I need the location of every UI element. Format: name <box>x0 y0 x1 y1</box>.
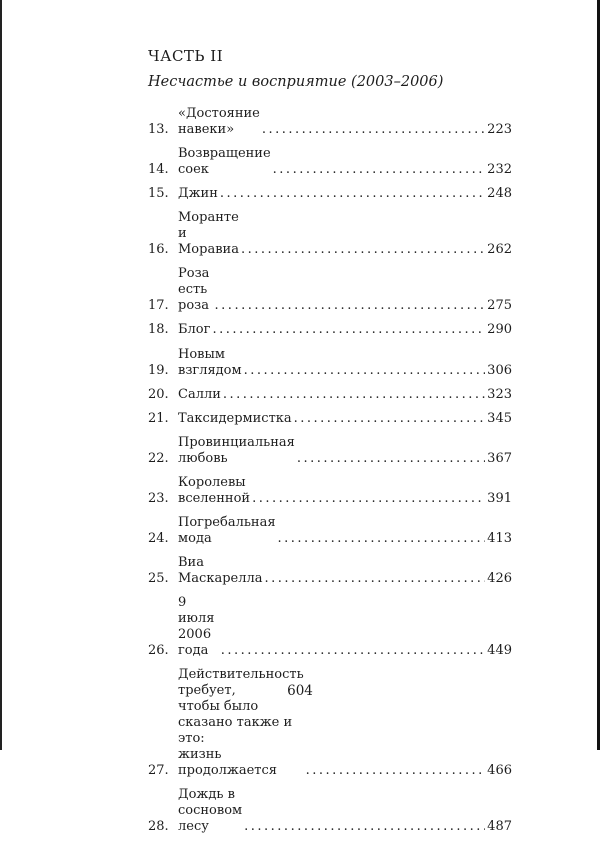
toc-entry-title: Новым взглядом <box>178 346 242 378</box>
toc-dot-leader <box>294 411 486 427</box>
toc-entry-number: 21. <box>148 410 169 426</box>
toc-entry-body <box>178 411 512 427</box>
toc-entry-page: 391 <box>487 490 512 506</box>
toc-entry-page: 290 <box>487 322 512 338</box>
toc-entry-body <box>178 186 512 202</box>
toc-entry-number: 24. <box>148 531 169 547</box>
toc-dot-leader <box>221 643 485 659</box>
toc-entry-page: 248 <box>487 186 512 202</box>
toc-entry-body <box>178 555 512 587</box>
toc-entry-number: 22. <box>148 450 169 466</box>
toc-dot-leader <box>273 162 486 178</box>
toc-entry <box>148 387 512 403</box>
toc-entry-page: 466 <box>487 763 512 779</box>
toc-entry-body <box>178 322 512 338</box>
toc-entry-title: Виа Маскарелла <box>178 555 263 587</box>
toc-entry <box>148 595 512 659</box>
toc-dot-leader <box>244 363 486 379</box>
toc-entry-page: 449 <box>487 643 512 659</box>
toc-entry <box>148 435 512 467</box>
toc-entry-number: 28. <box>148 819 169 835</box>
toc-entry-page: 413 <box>487 531 512 547</box>
toc-entry <box>148 146 512 178</box>
toc-entry-title: Действительность требует, чтобы было сказано также и это: жизнь продолжается <box>178 667 304 779</box>
toc-entry-body <box>178 347 512 379</box>
toc-entry-title: Таксидермистка <box>178 410 292 426</box>
toc-entry-title: Джин <box>178 186 218 202</box>
toc-entry-page: 323 <box>487 386 512 402</box>
toc-entry-page: 426 <box>487 571 512 587</box>
toc-entry-page: 345 <box>487 410 512 426</box>
toc-dot-leader <box>265 571 486 587</box>
toc-dot-leader <box>252 491 485 507</box>
toc-entry-page: 306 <box>487 362 512 378</box>
toc-entry-title: Возвращение соек <box>178 146 271 178</box>
toc-entry-number: 16. <box>148 242 169 258</box>
toc-entry-title: Роза есть роза <box>178 266 210 314</box>
toc-dot-leader <box>297 451 485 467</box>
toc-entry-body <box>178 595 512 659</box>
toc-entry <box>148 515 512 547</box>
toc-entry-page: 367 <box>487 450 512 466</box>
toc-dot-leader <box>244 819 485 835</box>
toc-entry <box>148 787 512 835</box>
toc-entry <box>148 475 512 507</box>
toc-dot-leader <box>241 242 485 258</box>
toc-entry-title: Провинциальная любовь <box>178 434 295 466</box>
toc-entry <box>148 347 512 379</box>
toc-dot-leader <box>262 122 485 138</box>
toc-entry-body <box>178 787 512 835</box>
toc-entry-number: 23. <box>148 490 169 506</box>
toc-entry <box>148 210 512 258</box>
part-subtitle: Несчастье и восприятие (2003–2006) <box>148 74 444 90</box>
toc-dot-leader <box>220 186 485 202</box>
toc-entry-title: 9 июля 2006 года <box>178 595 215 659</box>
toc-entry-number: 15. <box>148 186 169 202</box>
toc-entry-title: Блог <box>178 322 211 338</box>
toc-entry-title: Погребальная мода <box>178 515 276 547</box>
toc-entry-body <box>178 435 512 467</box>
toc-entry-page: 275 <box>487 298 512 314</box>
toc-entry-number: 20. <box>148 386 169 402</box>
toc-entry-body <box>178 475 512 507</box>
toc-entry-page: 232 <box>487 162 512 178</box>
toc-entry-number: 14. <box>148 162 169 178</box>
part-heading: ЧАСТЬ II <box>148 47 224 65</box>
toc-entry-number: 26. <box>148 643 169 659</box>
toc-entry-number: 18. <box>148 322 169 338</box>
toc-dot-leader <box>278 531 486 547</box>
toc-entry-page: 262 <box>487 242 512 258</box>
toc-entry-body <box>178 210 512 258</box>
toc-entry <box>148 322 512 338</box>
toc-dot-leader <box>306 763 486 779</box>
toc-entry-number: 19. <box>148 362 169 378</box>
toc-entry-body <box>178 515 512 547</box>
toc-entry-title: Королевы вселенной <box>178 474 251 506</box>
toc-entry-title: «Достояние навеки» <box>178 106 260 137</box>
toc-dot-leader <box>215 298 486 314</box>
scan-edge-left <box>0 0 2 750</box>
toc-entry-body <box>178 106 512 138</box>
toc-entry <box>148 186 512 202</box>
toc-entry-page: 487 <box>487 819 512 835</box>
toc-entry-body <box>178 387 512 403</box>
toc-entry-number: 25. <box>148 571 169 587</box>
toc-entry-body <box>178 146 512 178</box>
toc-entry-title: Салли <box>178 386 221 402</box>
page-number: 604 <box>287 683 313 699</box>
toc-dot-leader <box>212 322 485 338</box>
toc-entry-number: 17. <box>148 298 169 314</box>
toc-entry <box>148 106 512 138</box>
toc-entry-number: 13. <box>148 122 169 137</box>
toc-entry-page: 223 <box>487 122 512 137</box>
toc-entry-title: Дождь в сосновом лесу <box>178 787 243 835</box>
toc-entry-number: 27. <box>148 763 169 779</box>
table-of-contents <box>148 106 512 844</box>
toc-entry <box>148 411 512 427</box>
toc-entry-title: Моранте и Моравиа <box>178 210 239 258</box>
toc-entry <box>148 266 512 314</box>
toc-entry-body <box>178 266 512 314</box>
toc-dot-leader <box>223 387 485 403</box>
toc-entry <box>148 555 512 587</box>
